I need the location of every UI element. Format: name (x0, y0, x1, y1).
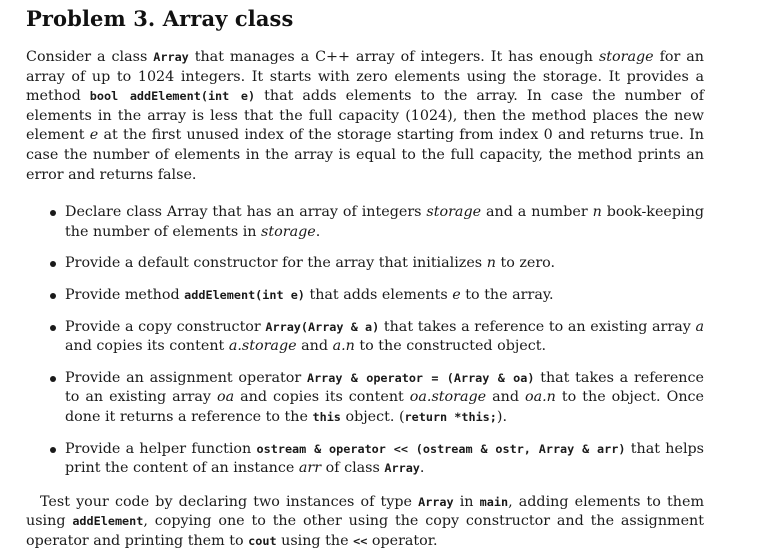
code-array: Array (153, 50, 189, 64)
list-item: Declare class Array that has an array of integers storage and a number n book-keeping the number of elements in storage. (26, 203, 704, 242)
list-item: Provide method addElement(int e) that adds elements e to the array. (26, 286, 704, 306)
bullet-icon (50, 210, 56, 216)
list-item: Provide a copy constructor Array(Array & a) that takes a reference to an existing array a and copies its content a.storage and a.n to the constructed object. (26, 318, 704, 357)
list-item: Provide a default constructor for the array that initializes n to zero. (26, 254, 704, 274)
intro-text: that adds elements to the array. In case the number of elements in the array is less that the full capacity (1024), then the method places the new element (26, 88, 704, 144)
intro-text: at the first unused index of the storage starting from index 0 and returns true. In case the number of elements in the array is equal to the full capacity, the method prints an error and returns false. (26, 127, 704, 183)
intro-text: Consider a class (26, 49, 154, 65)
intro-text: for an array of up to 1024 integers. It starts with zero elements using the storage. It provides a method (26, 49, 704, 105)
list-item: Provide an assignment operator Array & operator = (Array & oa) that takes a reference to an existing array oa and copies its content oa.storage and oa.n to the object. Once done it returns a reference to the this object. (return *this;). (26, 369, 704, 428)
list-item: Provide a helper function ostream & operator << (ostream & ostr, Array & arr) that helps print the content of an instance arr of class Array. (26, 440, 704, 479)
closing-paragraph: Test your code by declaring two instances of type Array in main, adding elements to them using addElement, copying one to the other using the copy constructor and the assignment operator and printing them to cout using the << operator. (26, 493, 705, 549)
intro-text: that manages a C++ array of integers. It has enough (188, 49, 599, 65)
bullet-icon (50, 293, 56, 299)
math-e: e (89, 127, 99, 144)
math-storage: storage (598, 49, 654, 65)
problem-title: Problem 3. Array class (26, 6, 294, 31)
requirements-list (26, 203, 704, 479)
bullet-icon (50, 325, 56, 331)
code-add-element-signature: bool addElement(int e) (89, 89, 256, 104)
bullet-icon (50, 447, 56, 453)
problem-page (26, 6, 704, 551)
intro-paragraph (26, 48, 704, 185)
bullet-icon (50, 261, 56, 267)
bullet-icon (50, 376, 56, 382)
